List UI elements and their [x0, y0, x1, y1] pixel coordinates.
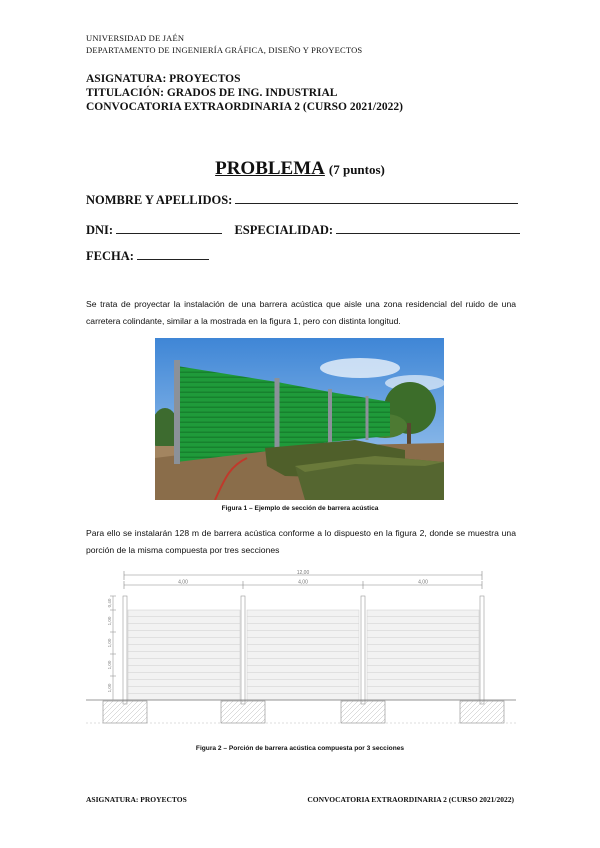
date-blank-line[interactable] — [137, 248, 209, 260]
dim-vertical-2: 1,00 — [107, 616, 112, 626]
degree-line: TITULACIÓN: GRADOS DE ING. INDUSTRIAL — [86, 87, 338, 99]
call-line: CONVOCATORIA EXTRAORDINARIA 2 (CURSO 2021/2022) — [86, 101, 403, 113]
dim-section-2: 4,00 — [298, 579, 308, 586]
figure1-photo — [155, 338, 444, 500]
problem-points: (7 puntos) — [328, 162, 385, 177]
dni-specialty-row — [86, 222, 520, 238]
name-label: NOMBRE Y APELLIDOS: — [86, 193, 233, 207]
barrier-photo-illustration — [155, 338, 444, 500]
name-blank-line[interactable] — [235, 192, 518, 204]
date-label: FECHA: — [86, 249, 134, 263]
date-field[interactable] — [86, 248, 209, 264]
specialty-blank-line[interactable] — [336, 222, 520, 234]
dim-section-1: 4,00 — [178, 579, 188, 586]
figure2-technical-drawing — [86, 568, 516, 730]
figure1-caption: Figura 1 – Ejemplo de sección de barrera acústica — [221, 505, 379, 512]
problem-title — [0, 158, 600, 180]
dim-vertical-3: 1,00 — [107, 638, 112, 648]
dim-section-3: 4,00 — [418, 579, 428, 586]
footer-right: CONVOCATORIA EXTRAORDINARIA 2 (CURSO 2021/2022) — [307, 795, 514, 804]
paragraph-intro: Se trata de proyectar la instalación de una barrera acústica que aisle una zona residencial del ruido de una carretera colindante, similar a la mostrada en la figura 1, pero con distinta longitud. — [86, 299, 516, 326]
name-field[interactable] — [86, 192, 518, 208]
paragraph-barrier-spec: Para ello se instalarán 128 m de barrera acústica conforme a lo dispuesto en la figura 2, donde se muestra una porción de la misma compuesta por tres secciones — [86, 528, 516, 555]
university-name: UNIVERSIDAD DE JAÉN — [86, 33, 185, 43]
barrier-elevation-drawing — [86, 568, 516, 730]
dim-total-length: 12,00 — [296, 570, 310, 576]
dim-vertical-1: 0,40 — [107, 598, 112, 608]
dni-blank-line[interactable] — [116, 222, 222, 234]
department-name: DEPARTAMENTO DE INGENIERÍA GRÁFICA, DISEÑO Y PROYECTOS — [86, 44, 363, 55]
dim-vertical-5: 1,00 — [107, 683, 112, 693]
figure2-caption: Figura 2 – Porción de barrera acústica compuesta por 3 secciones — [195, 745, 405, 752]
course-info-block — [86, 72, 403, 114]
dim-vertical-4: 1,00 — [107, 660, 112, 670]
specialty-label: ESPECIALIDAD: — [234, 223, 334, 237]
subject-line: ASIGNATURA: PROYECTOS — [86, 73, 241, 85]
dni-label: DNI: — [86, 223, 114, 237]
footer-left: ASIGNATURA: PROYECTOS — [86, 795, 187, 804]
problem-heading: PROBLEMA — [215, 158, 325, 179]
header-university-block — [86, 33, 362, 56]
